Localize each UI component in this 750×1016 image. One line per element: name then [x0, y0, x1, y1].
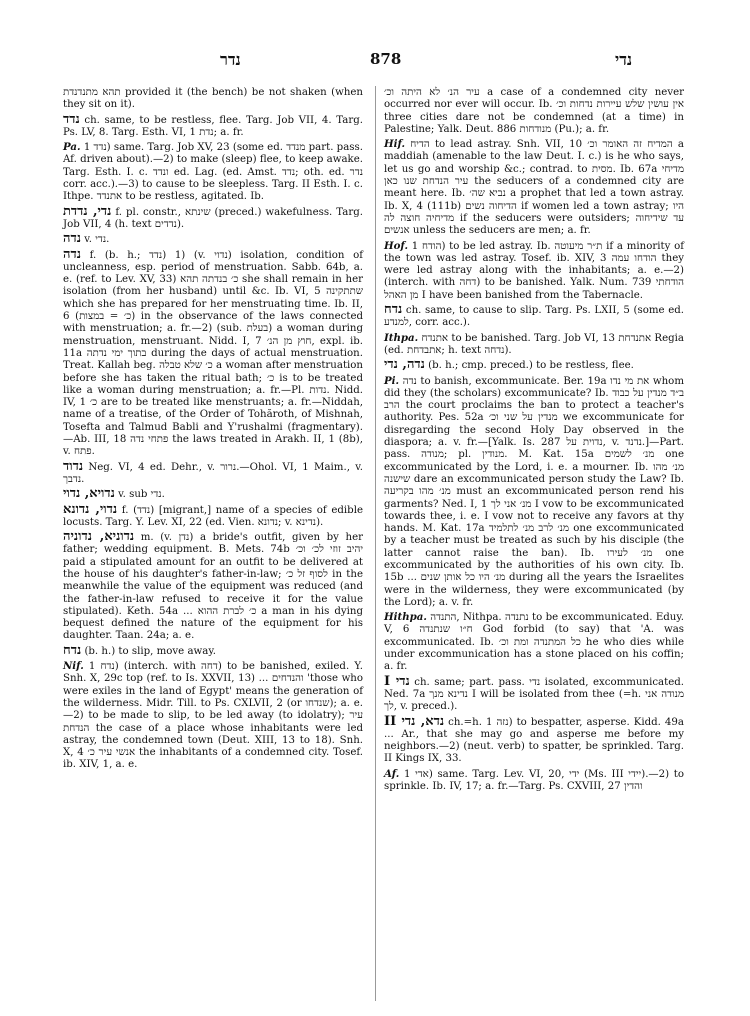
entry-text: התנדה, Nithpa. נתנדה to be excommunicated. Eduy. V, 6 ח״ו שנתנדה God forbid (to say) that 'A. was excommunicated. Ib. כל המתנדה ומת וכ׳ he who dies while under excommunication has a stone placed on his coffin; a. fr. [384, 612, 684, 673]
entry [384, 673, 684, 714]
entry [63, 246, 364, 459]
entry-text: ch. same; part. pass. נדי isolated, excommunicated. Ned. 7a נדינא מנך I will be isolated from thee (=h. מנודה אני לך, v. preced.). [384, 676, 684, 713]
entry-text: f. (b. h.; נדד) 1) (v. נדוי) isolation, condition of uncleanness, esp. period of menstruation. Sabb. 64b, a. e. (ref. to Lev. XV, 33) כ׳ בנדתה תהא she shall remain in her isolation (from her husband) until &c. Ib. VI, 5 שתתקינה which she has prepared for her menstruating time. Ib. II, 6 (כ׳ = במצות) in the observance of the laws connected with menstruation; a. fr.—2) (sub. בעלת) a woman during menstruation, menstruant. Nidd. I, 7 חוץ מן הנ׳, expl. ib. 11a בתוך ימי נדתה during the days of actual menstruation. Treat. Kallah beg. כ׳ שלא טבלה a woman after menstruation before she has taken the ritual bath; כ׳ is to be treated like a woman during menstruation; a. fr.—Pl. נדות. Nidd. IV, 1 כ׳ are to be treated like menstruants; a. fr.—Niddah, name of a treatise, of the Order of Tohăroth, of Mishnah, Tosefta and Talmud Babli and Y'rushalmi (fragmentary).—Ab. III, 18 פתחי נדה the laws treated in Arakh. II, 1 (8b), v. פתח. [63, 249, 364, 458]
entry-text: נדה to banish, excommunicate. Ber. 19a את מי נדו whom did they (the scholars) excommunicate? Ib. ב״ד מנדין על כבוד הרב the court proclaims the ban to protect a teacher's authority. Pes. 52a מנדין על שני וכ׳ we excommunicate for disregarding the second Holy Day observed in the diaspora; a. v. fr.—[Yalk. Is. 287 נדוית על, v. נדנד.]—Part. pass. מנודה; pl. מנודין. M. Kat. 15a מנ׳ לשמים one excommunicated by the Lord, i. e. a mourner. Ib. מנ׳ מהו שישנה dare an excommunicated person study the Law? Ib. מנ׳ מהו בקריעה must an excommunicated person rend his garments? Ned. I, 1 מנ׳ אני לך I vow to be excommunicated towards thee, i. e. I vow not to receive any favors at thy hands. M. Kat. 17a מנ׳ לרב מנ׳ לתלמיד one excommunicated by a teacher must be treated as such by his disciple (the latter cannot raise the ban). Ib. מנ׳ לעירו one excommunicated by the authorities of his own city. Ib. 15b ... מנ׳ היו כל אותן שנים during all the years the Israelites were in the wilderness, they were excommunicated (by the Lord); a. v. fr. [384, 375, 685, 608]
entry-text: ch. same, to cause to slip. Targ. Ps. LXII, 5 (some ed. למנדע, corr. acc.). [384, 305, 684, 329]
entry [63, 233, 363, 246]
stem-label: Nif. [63, 660, 84, 673]
entry [384, 359, 684, 372]
right-column [384, 86, 684, 795]
entry [384, 713, 684, 766]
page-header [60, 50, 700, 74]
entry [384, 332, 684, 358]
entry [384, 304, 684, 330]
headword: נדי, נדדת [63, 203, 112, 219]
stem-label: Hof. [384, 239, 408, 252]
entry [63, 203, 363, 232]
entry [63, 141, 363, 203]
headword: נדח [63, 642, 82, 658]
entry [384, 138, 684, 237]
headword: נדח [384, 302, 403, 318]
stem-label: Af. [384, 767, 400, 780]
entry [63, 111, 363, 140]
entry [384, 611, 684, 673]
stem-label: Pa. [63, 141, 81, 154]
entry-text: אתנדח to be banished. Targ. Job VI, 13 אתנדחת Regia (ed. אתבדחת; h. text נדחה). [384, 332, 684, 356]
entry [384, 86, 684, 136]
entry [384, 240, 684, 302]
entry-text: (b. h.; cmp. preced.) to be restless, flee. [428, 360, 634, 372]
headword: נדה, נדי [384, 357, 425, 373]
entry-text: עיר הנ׳ לא היתה וכ׳ a case of a condemned city never occurred nor ever will occur. Ib. אין עושין שלש עיירות נדחות וכ׳ three cities dare not be condemned (at a time) in Palestine; Yalk. Deut. 886 מנודחות (Pu.); a. fr. [384, 87, 684, 135]
stem-label: Hithpa. [384, 611, 427, 624]
entry [384, 375, 684, 610]
entry [63, 531, 363, 643]
stem-label: Hif. [384, 138, 406, 151]
entry-text: נדח 1) (interch. with דחה) to be banished, exiled. Y. Snh. X, 29c top (ref. to Is. XXVII, 13) ... והנדחים 'those who were exiles in the land of Egypt' means the generation of the wilderness. Midr. Till. to Ps. CXLVII, 2 (or שנדחו); a. e.—2) to be made to slip, to be led away (to idolatry); עיר הנדחת the case of a place whose inhabitants were led astray, the condemned town (Deut. XIII, 13 to 18). Snh. X, 4 אנשי עיר כ׳ the inhabitants of a condemned city. Tosef. ib. XIV, 1, a. e. [63, 661, 364, 771]
entry [63, 458, 363, 487]
page-number: 878 [370, 50, 402, 68]
entry [63, 660, 363, 772]
entry-text: נדד 1) same. Targ. Job XV, 23 (some ed. מנדד part. pass. Af. driven about).—2) to make (sleep) flee, to keep awake. Targ. Esth. I. c. ונדד ed. Lag. (ed. Amst. נדד; oth. ed. נדר corr. acc.).—3) to cause to be sleepless. Targ. II Esth. I. c. Ithpe. אתנדד to be restless, agitated. Ib. [63, 142, 364, 203]
headword: נדוניא, נדוניה [63, 529, 135, 545]
headword: נדה [63, 231, 81, 247]
entry-text: f. pl. constr., שינתא (preced.) wakefulness. Targ. Job VII, 4 (h. text נדדים). [63, 206, 363, 230]
entry-text: v. נדי. [84, 234, 110, 246]
right-guide-word: נדי [615, 50, 633, 69]
headword: נדוי, נדונא [63, 501, 118, 517]
stem-label: Pi. [384, 374, 400, 387]
entry-text: הודח 1) to be led astray. Ib. ת״ר מיעוטה if a minority of the town was led astray. Tosef. ib. XIV, 3 הודחו עמה they were led astray along with the inhabitants; a. e.—2) (interch. with דחה) to be banished. Yalk. Num. 739 הודחתי מן האהל I have been banished from the Tabernacle. [384, 240, 684, 301]
entry-text: הדיח to lead astray. Snh. VII, 10 המדיח זה האומר וכ׳ a maddiah (amenable to the law Deut. I. c.) is he who says, let us go and worship &c.; contrad. to מסית. Ib. 67a מדיחי עיר הנדחת שנו כאן the seducers of a condemned city are meant here. Ib. נביא שה׳ a prophet that led a town astray. Ib. X, 4 (111b) הדיחוה נשים if women led a town astray; היו מדיחיה חוצה לה if the seducers were outsiders; עד שידיחוה אנשים unless the seducers are men; a. fr. [384, 139, 685, 237]
entry [63, 642, 363, 658]
left-guide-word: נדר [220, 50, 241, 69]
entry-text: ch. same, to be restless, flee. Targ. Job VII, 4. Targ. Ps. LV, 8. Targ. Esth. VI, 1 נדת; a. fr. [63, 114, 363, 138]
entry-text: (b. h.) to slip, move away. [84, 645, 216, 657]
entry-text: f. (נדד) [migrant,] name of a species of edible locusts. Targ. Y. Lev. XI, 22 (ed. Vien. נדונא; v. נדינא). [63, 504, 363, 528]
left-column [63, 86, 363, 774]
entry-text: אדי 1) same. Targ. Lev. VI, 20, ידי (Ms. III יידי).—2) to sprinkle. Ib. IV, 17; a. fr.—Targ. Ps. CXVIII, 27 והדין [384, 768, 684, 793]
entry [63, 488, 363, 501]
headword: נדוד [63, 458, 84, 474]
entry-text: m. (v. נדן) a bride's outfit, given by her father; wedding equipment. B. Mets. 74b יהיב זוזי לכ׳ וכ׳ paid a stipulated amount for an outfit to be delivered at the house of his daughter's father-in-law; לסוף זל כ׳ in the meanwhile the value of the equipment was reduced (and the father-in-law refused to receive it for the value stipulated). Keth. 54a ... כ׳ לברת ההוא a man in his dying bequest defined the nature of the equipment for his daughter. Taan. 24a; a. e. [63, 532, 363, 642]
headword: נדה [63, 246, 81, 262]
headword: נדא, נדי II [384, 713, 445, 729]
entry-text: v. sub נדי. [118, 489, 165, 501]
headword: נדויא, נדוי [63, 486, 115, 502]
column-divider [375, 86, 376, 1001]
entry-text: תהא מתנדנדת provided it (the bench) be not shaken (when they sit on it). [63, 87, 363, 111]
headword: נדד [63, 111, 80, 127]
entry-text: ch.=h. נזה 1) to bespatter, asperse. Kidd. 49a ... Ar., that she may go and asperse me before my neighbors.—2) (neut. verb) to spatter, be sprinkled. Targ. II Kings IX, 33. [384, 716, 684, 765]
entry [63, 501, 363, 530]
headword: נדי I [384, 673, 410, 689]
entry [384, 768, 684, 794]
stem-label: Ithpa. [384, 331, 419, 344]
entry [63, 86, 363, 112]
entry-text: Neg. VI, 4 ed. Dehr., v. נרור.—Ohol. VI, 1 Maim., v. נדבך. [63, 461, 363, 485]
